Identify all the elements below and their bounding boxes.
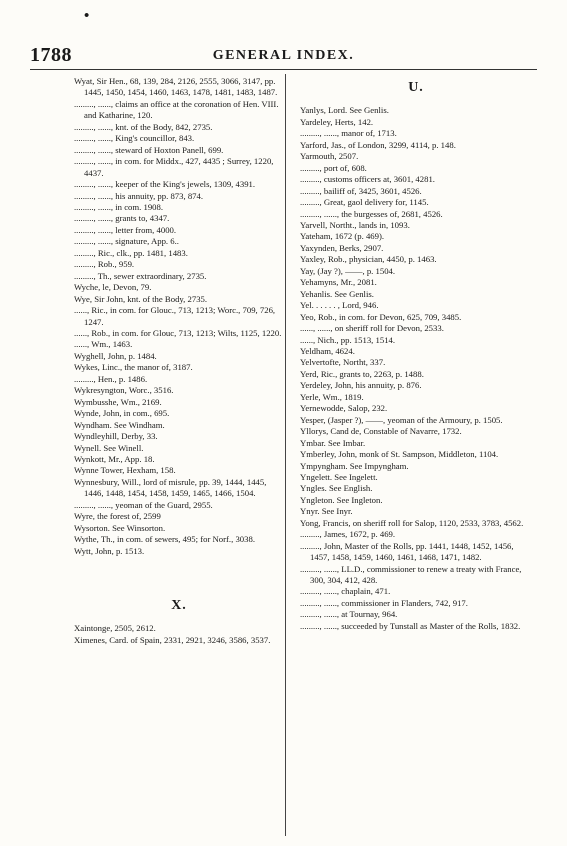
index-entry: ........., Rob., 959. bbox=[74, 259, 135, 270]
index-entry: ........., ......, in com. 1908. bbox=[74, 201, 164, 212]
index-entry: ........., ......, LL.D., commissioner to renew a treaty with France, 300, 304, 412, 428. bbox=[300, 563, 522, 586]
index-entry: ........., ......, yeoman of the Guard, 2955. bbox=[74, 499, 213, 510]
index-entry: ......, Rob., in com. for Glouc, 713, 1213; Wilts, 1125, 1220. bbox=[74, 327, 282, 338]
index-entry: ........., ......, King's councillor, 843. bbox=[74, 133, 195, 144]
index-entry: Yllorys, Cand de, Constable of Navarre, 1732. bbox=[300, 426, 462, 437]
index-entry: ........., ......, letter from, 4000. bbox=[74, 224, 177, 235]
column-divider bbox=[285, 74, 286, 836]
spacer bbox=[74, 568, 284, 579]
index-entry: Yehamyns, Mr., 2081. bbox=[300, 277, 377, 288]
index-entry: Yngelett. See Ingelett. bbox=[300, 471, 378, 482]
index-entry: Ympyngham. See Impyngham. bbox=[300, 460, 409, 471]
x-entry-list bbox=[74, 623, 284, 646]
index-entry: ........., Ric., clk., pp. 1481, 1483. bbox=[74, 247, 188, 258]
index-entry: Yanlys, Lord. See Genlis. bbox=[300, 105, 389, 116]
index-entry: Wyndham. See Windham. bbox=[74, 419, 165, 430]
index-entry: ........., ......, claims an office at the coronation of Hen. VIII. and Katharine, 120. bbox=[74, 98, 279, 121]
index-entry: Yeldham, 4624. bbox=[300, 345, 355, 356]
index-entry: ........., Great, gaol delivery for, 1145. bbox=[300, 197, 429, 208]
section-heading-x: X. bbox=[171, 598, 187, 614]
index-entry: ........., ......, knt. of the Body, 842, 2735. bbox=[74, 121, 213, 132]
index-entry: Yernewodde, Salop, 232. bbox=[300, 403, 388, 414]
index-entry: ......, Nich., pp. 1513, 1514. bbox=[300, 334, 396, 345]
index-entry: Wyndleyhill, Derby, 33. bbox=[74, 431, 158, 442]
index-entry: Yay, (Jay ?), ——, p. 1504. bbox=[300, 265, 396, 276]
index-entry: ........., ......, steward of Hoxton Panell, 699. bbox=[74, 144, 224, 155]
index-entry: Wyre, the forest of, 2599 bbox=[74, 511, 161, 522]
section-heading-y: U. bbox=[408, 80, 424, 95]
index-entry: ........., ......, at Tournay, 964. bbox=[300, 609, 398, 620]
corner-mark: • bbox=[84, 8, 90, 24]
index-entry: Wytt, John, p. 1513. bbox=[74, 545, 145, 556]
index-entry: Wynell. See Winell. bbox=[74, 442, 144, 453]
index-entry: ......, Ric., in com. for Glouc., 713, 1213; Worc., 709, 726, 1247. bbox=[74, 305, 276, 327]
index-entry: Wyghell, John, p. 1484. bbox=[74, 350, 157, 361]
index-entry: Wynde, John, in com., 695. bbox=[74, 408, 170, 419]
index-entry: Wyche, le, Devon, 79. bbox=[74, 282, 152, 293]
index-entry: Wykresyngton, Worc., 3516. bbox=[74, 385, 174, 396]
index-entry: ........., ......, chaplain, 471. bbox=[300, 586, 391, 597]
index-entry: Wynnesbury, Will., lord of misrule, pp. 39, 1444, 1445, 1446, 1448, 1454, 1458, 1459, 1465, 1466, 1504. bbox=[74, 476, 267, 499]
index-entry: Yong, Francis, on sheriff roll for Salop, 1120, 2533, 3783, 4562. bbox=[300, 517, 524, 528]
index-entry: Yerdeley, John, his annuity, p. 876. bbox=[300, 380, 422, 391]
index-entry: Yel. . . . . . , Lord, 946. bbox=[300, 300, 379, 311]
index-entry: ........., Th., sewer extraordinary, 2735. bbox=[74, 270, 207, 281]
page-title: GENERAL INDEX. bbox=[212, 48, 355, 63]
index-entry: ........., ......, grants to, 4347. bbox=[74, 213, 170, 224]
index-entry: ........., customs officers at, 3601, 4281. bbox=[300, 174, 435, 185]
index-entry: Wye, Sir John, knt. of the Body, 2735. bbox=[74, 293, 208, 304]
index-entry: ........., ......, manor of, 1713. bbox=[300, 128, 397, 139]
index-entry: Yateham, 1672 (p. 469). bbox=[300, 231, 385, 242]
index-entry: ........., Hen., p. 1486. bbox=[74, 373, 148, 384]
index-entry: Yerle, Wm., 1819. bbox=[300, 391, 364, 402]
left-entry-list bbox=[74, 76, 284, 557]
index-entry: Ximenes, Card. of Spain, 2331, 2921, 3246, 3586, 3537. bbox=[74, 634, 271, 645]
index-entry: ........., ......, in com. for Middx., 427, 4435 ; Surrey, 1220, 4437. bbox=[74, 156, 274, 178]
index-entry: Wymbusshe, Wm., 2169. bbox=[74, 396, 162, 407]
index-entry: ........., ......, signature, App. 6.. bbox=[74, 236, 179, 247]
index-entry: Yarvell, Northt., lands in, 1093. bbox=[300, 219, 410, 230]
index-entry: ......, Wm., 1463. bbox=[74, 339, 133, 350]
index-entry: Wythe, Th., in com. of sewers, 495; for Norf., 3038. bbox=[74, 534, 255, 545]
page-number: 1788 bbox=[30, 44, 72, 66]
header-rule bbox=[30, 69, 537, 70]
page-header bbox=[30, 44, 537, 64]
index-entry: Yarmouth, 2507. bbox=[300, 151, 359, 162]
index-entry: Yngleton. See Ingleton. bbox=[300, 494, 383, 505]
index-entry: ........., ......, commissioner in Flanders, 742, 917. bbox=[300, 597, 468, 608]
index-entry: Ymberley, John, monk of St. Sampson, Middleton, 1104. bbox=[300, 449, 499, 460]
index-entry: Yaxley, Rob., physician, 4450, p. 1463. bbox=[300, 254, 437, 265]
index-entry: Yerd, Ric., grants to, 2263, p. 1488. bbox=[300, 368, 424, 379]
left-column bbox=[74, 76, 284, 646]
index-entry: Yngles. See English. bbox=[300, 483, 373, 494]
index-entry: Yehanlis. See Genlis. bbox=[300, 288, 374, 299]
right-column bbox=[300, 76, 532, 632]
index-entry: Yeo, Rob., in com. for Devon, 625, 709, 3485. bbox=[300, 311, 462, 322]
index-entry: Xaintonge, 2505, 2612. bbox=[74, 623, 156, 634]
index-entry: ........., James, 1672, p. 469. bbox=[300, 529, 396, 540]
index-entry: Wysorton. See Winsorton. bbox=[74, 522, 166, 533]
right-entry-list bbox=[300, 105, 532, 632]
index-entry: Yesper, (Jasper ?), ——, yeoman of the Armoury, p. 1505. bbox=[300, 414, 503, 425]
index-entry: Ymbar. See Imbar. bbox=[300, 437, 366, 448]
index-entry: Wyat, Sir Hen., 68, 139, 284, 2126, 2555, 3066, 3147, pp. 1445, 1450, 1454, 1460, 1463, 1478, 1481, 1483, 1487. bbox=[74, 76, 278, 98]
spacer bbox=[74, 557, 284, 568]
index-entry: ........., ......, his annuity, pp. 873, 874. bbox=[74, 190, 204, 201]
index-entry: Yardeley, Herts, 142. bbox=[300, 116, 374, 127]
index-entry: ........., ......, the burgesses of, 2681, 4526. bbox=[300, 208, 443, 219]
index-entry: Wynkott, Mr., App. 18. bbox=[74, 453, 155, 464]
index-entry: ......, ......, on sheriff roll for Devon, 2533. bbox=[300, 323, 444, 334]
index-entry: ........., ......, succeeded by Tunstall as Master of the Rolls, 1832. bbox=[300, 620, 521, 631]
index-entry: Ynyr. See Inyr. bbox=[300, 506, 353, 517]
index-entry: ........., port of, 608. bbox=[300, 162, 367, 173]
index-entry: ........., ......, keeper of the King's jewels, 1309, 4391. bbox=[74, 179, 256, 190]
index-entry: Yarford, Jas., of London, 3299, 4114, p. 148. bbox=[300, 139, 456, 150]
index-entry: Yelvertofte, Northt, 337. bbox=[300, 357, 386, 368]
index-entry: Wykes, Linc., the manor of, 3187. bbox=[74, 362, 193, 373]
index-entry: ........., bailiff of, 3425, 3601, 4526. bbox=[300, 185, 422, 196]
index-entry: ........., John, Master of the Rolls, pp. 1441, 1448, 1452, 1456, 1457, 1458, 1459, 1460, 1461, 1468, 1471, 1482. bbox=[300, 540, 514, 563]
spacer bbox=[74, 579, 284, 590]
index-entry: Yaxynden, Berks, 2907. bbox=[300, 242, 384, 253]
index-entry: Wynne Tower, Hexham, 158. bbox=[74, 465, 176, 476]
